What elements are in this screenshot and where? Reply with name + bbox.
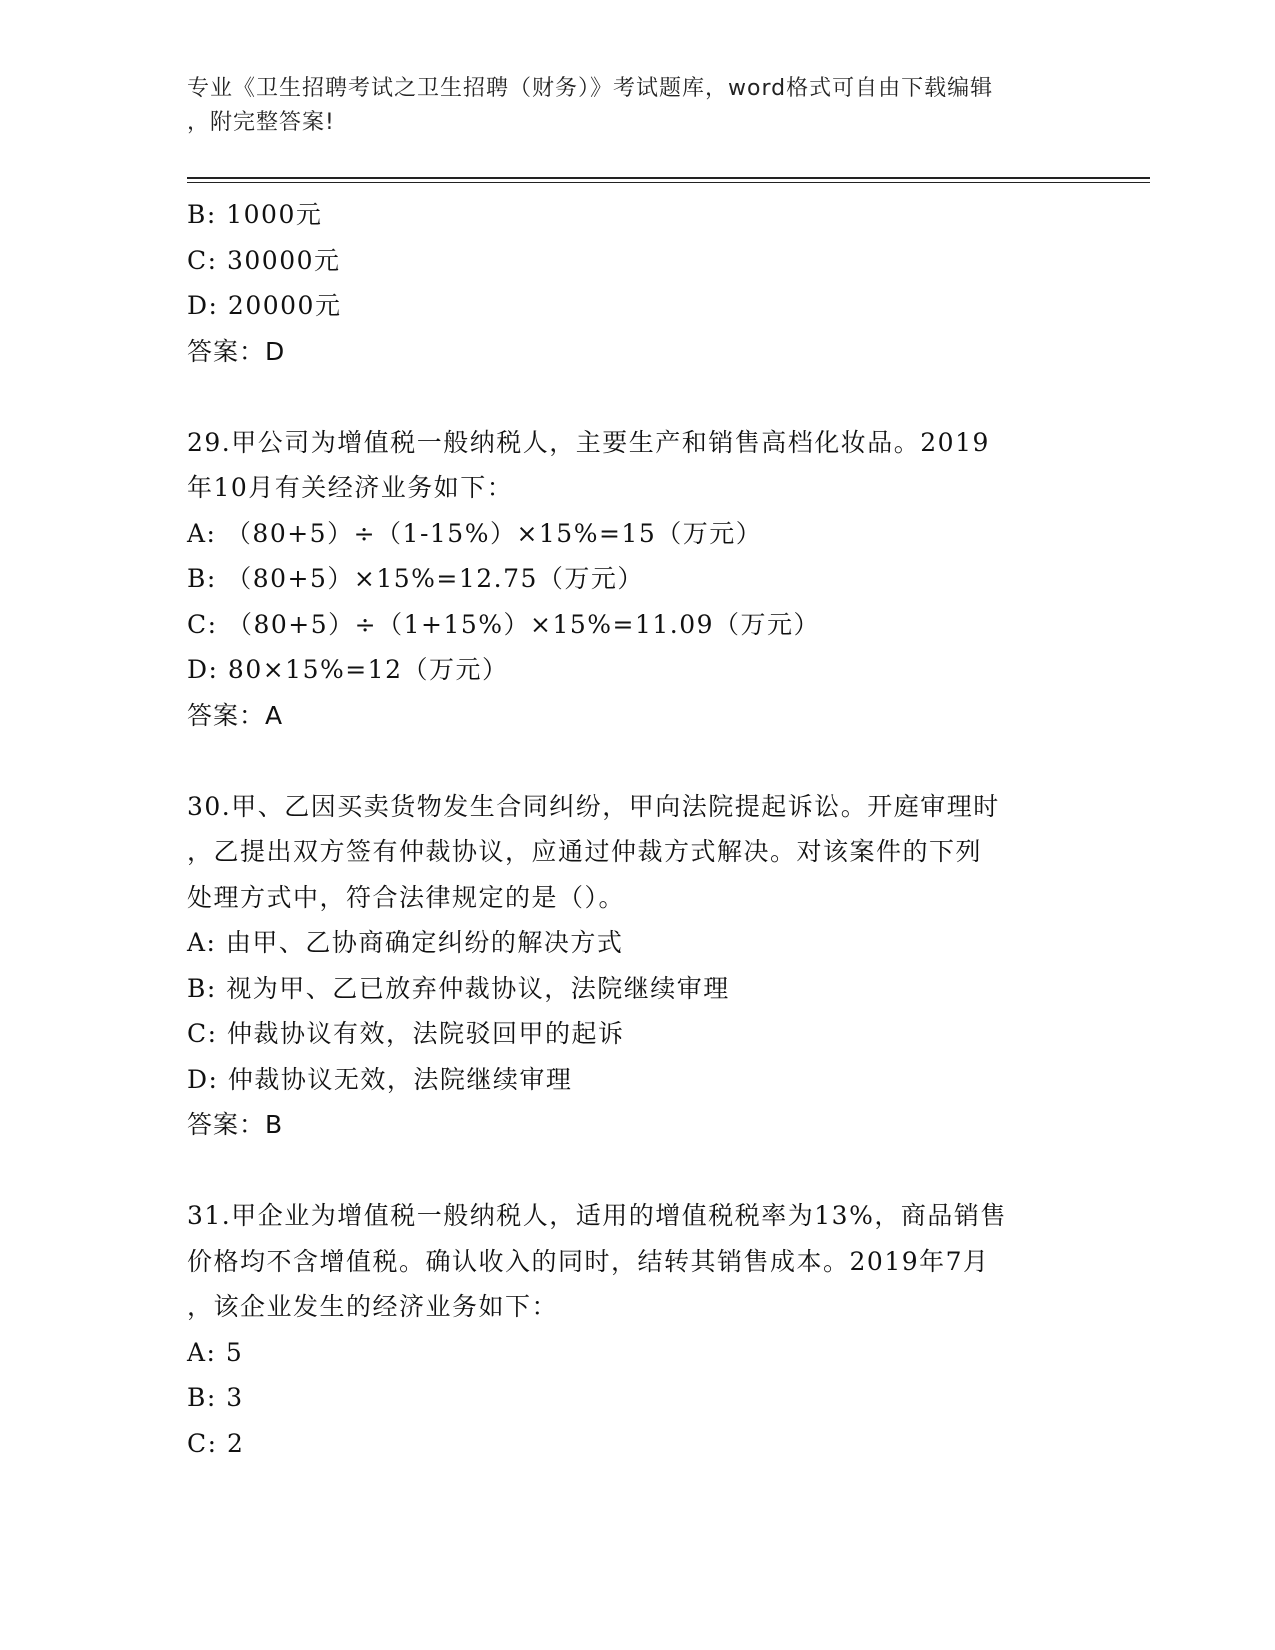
answer-line: 答案：A bbox=[187, 700, 284, 730]
option-b: B: 1000元 bbox=[187, 200, 323, 229]
question-31 bbox=[187, 1193, 1087, 1466]
question-stem-line: ，该企业发生的经济业务如下： bbox=[187, 1292, 559, 1321]
header-divider bbox=[187, 177, 1150, 179]
question-stem-line: ，乙提出双方签有仲裁协议，应通过仲裁方式解决。对该案件的下列 bbox=[187, 837, 983, 866]
header-divider-thin bbox=[187, 182, 1150, 183]
header-line-2: ，附完整答案! bbox=[187, 110, 335, 135]
spacer bbox=[187, 1148, 1087, 1194]
answer-line: 答案：B bbox=[187, 1110, 284, 1139]
question-stem-line: 价格均不含增值税。确认收入的同时，结转其销售成本。2019年7月 bbox=[187, 1246, 990, 1276]
option-c: C: （80+5）÷（1+15%）×15%=11.09（万元） bbox=[187, 609, 821, 639]
question-30 bbox=[187, 784, 1087, 1148]
option-a: A: 由甲、乙协商确定纠纷的解决方式 bbox=[187, 928, 624, 957]
option-a: A: （80+5）÷（1-15%）×15%=15（万元） bbox=[187, 518, 763, 548]
question-stem-line: 31.甲企业为增值税一般纳税人，适用的增值税税率为13%，商品销售 bbox=[187, 1201, 1007, 1230]
option-b: B: 视为甲、乙已放弃仲裁协议，法院继续审理 bbox=[187, 973, 730, 1003]
page-header bbox=[187, 72, 1087, 140]
option-c: C: 2 bbox=[187, 1428, 245, 1458]
question-stem-line: 处理方式中，符合法律规定的是（）。 bbox=[187, 882, 626, 912]
option-c: C: 仲裁协议有效，法院驳回甲的起诉 bbox=[187, 1019, 625, 1048]
option-c: C: 30000元 bbox=[187, 245, 341, 275]
option-d: D: 仲裁协议无效，法院继续审理 bbox=[187, 1064, 573, 1094]
answer-line: 答案：D bbox=[187, 336, 286, 366]
option-d: D: 20000元 bbox=[187, 291, 342, 320]
question-28-tail bbox=[187, 192, 1087, 374]
option-b: B: 3 bbox=[187, 1383, 244, 1412]
option-d: D: 80×15%=12（万元） bbox=[187, 655, 509, 684]
question-stem-line: 年10月有关经济业务如下： bbox=[187, 473, 514, 502]
question-29 bbox=[187, 420, 1087, 739]
option-a: A: 5 bbox=[187, 1337, 244, 1367]
header-line-1: 专业《卫生招聘考试之卫生招聘（财务）》考试题库，word格式可自由下载编辑 bbox=[187, 76, 994, 101]
option-b: B: （80+5）×15%=12.75（万元） bbox=[187, 564, 644, 593]
spacer bbox=[187, 738, 1087, 784]
question-stem-line: 30.甲、乙因买卖货物发生合同纠纷，甲向法院提起诉讼。开庭审理时 bbox=[187, 791, 1000, 821]
spacer bbox=[187, 374, 1087, 420]
question-stem-line: 29.甲公司为增值税一般纳税人，主要生产和销售高档化妆品。2019 bbox=[187, 427, 990, 457]
document-body bbox=[187, 192, 1087, 1466]
